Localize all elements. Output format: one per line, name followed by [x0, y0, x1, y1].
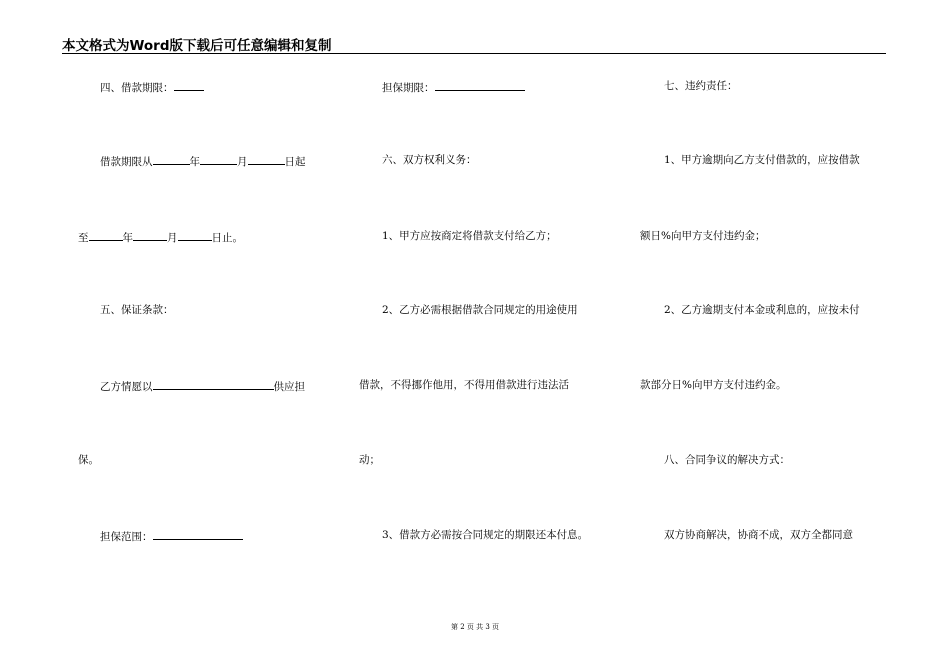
- col1-line-2: [100, 154, 306, 169]
- col2-line-5: 借款，不得挪作他用，不得用借款进行违法活: [359, 379, 569, 391]
- liability-heading: 七、违约责任：: [664, 80, 738, 92]
- year-label: 年: [189, 156, 200, 168]
- loan-term-blank: [174, 80, 204, 91]
- guarantee-clause-heading: 五、保证条款：: [100, 304, 174, 316]
- start-year-blank: [153, 154, 190, 165]
- dispute-resolution-heading: 八、合同争议的解决方式：: [664, 454, 790, 466]
- guarantee-scope-label: 担保范围：: [100, 531, 153, 543]
- end-month-blank: [133, 230, 167, 241]
- col3-line-2: 1、甲方逾期向乙方支付借款的，应按借款: [664, 154, 860, 166]
- col3-line-4: 2、乙方逾期支付本金或利息的，应按未付: [664, 304, 860, 316]
- col2-line-6: 动；: [359, 454, 380, 466]
- col3-line-7: 双方协商解决，协商不成，双方全都同意: [664, 529, 853, 541]
- day-start-label: 日起: [284, 156, 306, 168]
- rights-obligations-heading: 六、双方权利义务：: [382, 154, 477, 166]
- guarantee-property-blank: [153, 379, 274, 390]
- col1-line-1: [100, 80, 204, 95]
- header-divider: [62, 53, 886, 54]
- col2-line-1: [382, 80, 525, 95]
- loan-term-label: 四、借款期限：: [100, 82, 174, 94]
- day-end-label: 日止。: [211, 232, 243, 244]
- document-header-title: 本文格式为Word版下载后可任意编辑和复制: [62, 38, 332, 54]
- month-label: 月: [167, 232, 178, 244]
- col2-line-7: 3、借款方必需按合同规定的期限还本付息。: [382, 529, 589, 541]
- col2-line-4: 2、乙方必需根据借款合同规定的用途使用: [382, 304, 578, 316]
- guarantee-provide-label: 供应担: [273, 381, 305, 393]
- guarantee-intro-label: 乙方情愿以: [100, 381, 153, 393]
- year-label: 年: [122, 232, 133, 244]
- month-label: 月: [237, 156, 248, 168]
- col2-line-3: 1、甲方应按商定将借款支付给乙方；: [382, 230, 557, 242]
- col1-line-5: [100, 379, 305, 394]
- guarantee-period-label: 担保期限：: [382, 82, 435, 94]
- col3-line-5: 款部分日%向甲方支付违约金。: [640, 379, 787, 391]
- col1-line-7: [100, 529, 243, 544]
- loan-period-from-label: 借款期限从: [100, 156, 153, 168]
- end-day-blank: [178, 230, 212, 241]
- page-number: 第 2 页 共 3 页: [450, 623, 500, 631]
- guarantee-scope-blank: [153, 529, 243, 540]
- to-label: 至: [78, 232, 89, 244]
- col1-line-3: [78, 230, 243, 245]
- start-day-blank: [248, 154, 285, 165]
- end-year-blank: [89, 230, 123, 241]
- col3-line-3: 额日%向甲方支付违约金；: [640, 230, 766, 242]
- start-month-blank: [200, 154, 237, 165]
- guarantee-period-blank: [435, 80, 525, 91]
- col1-line-6: 保。: [78, 454, 99, 466]
